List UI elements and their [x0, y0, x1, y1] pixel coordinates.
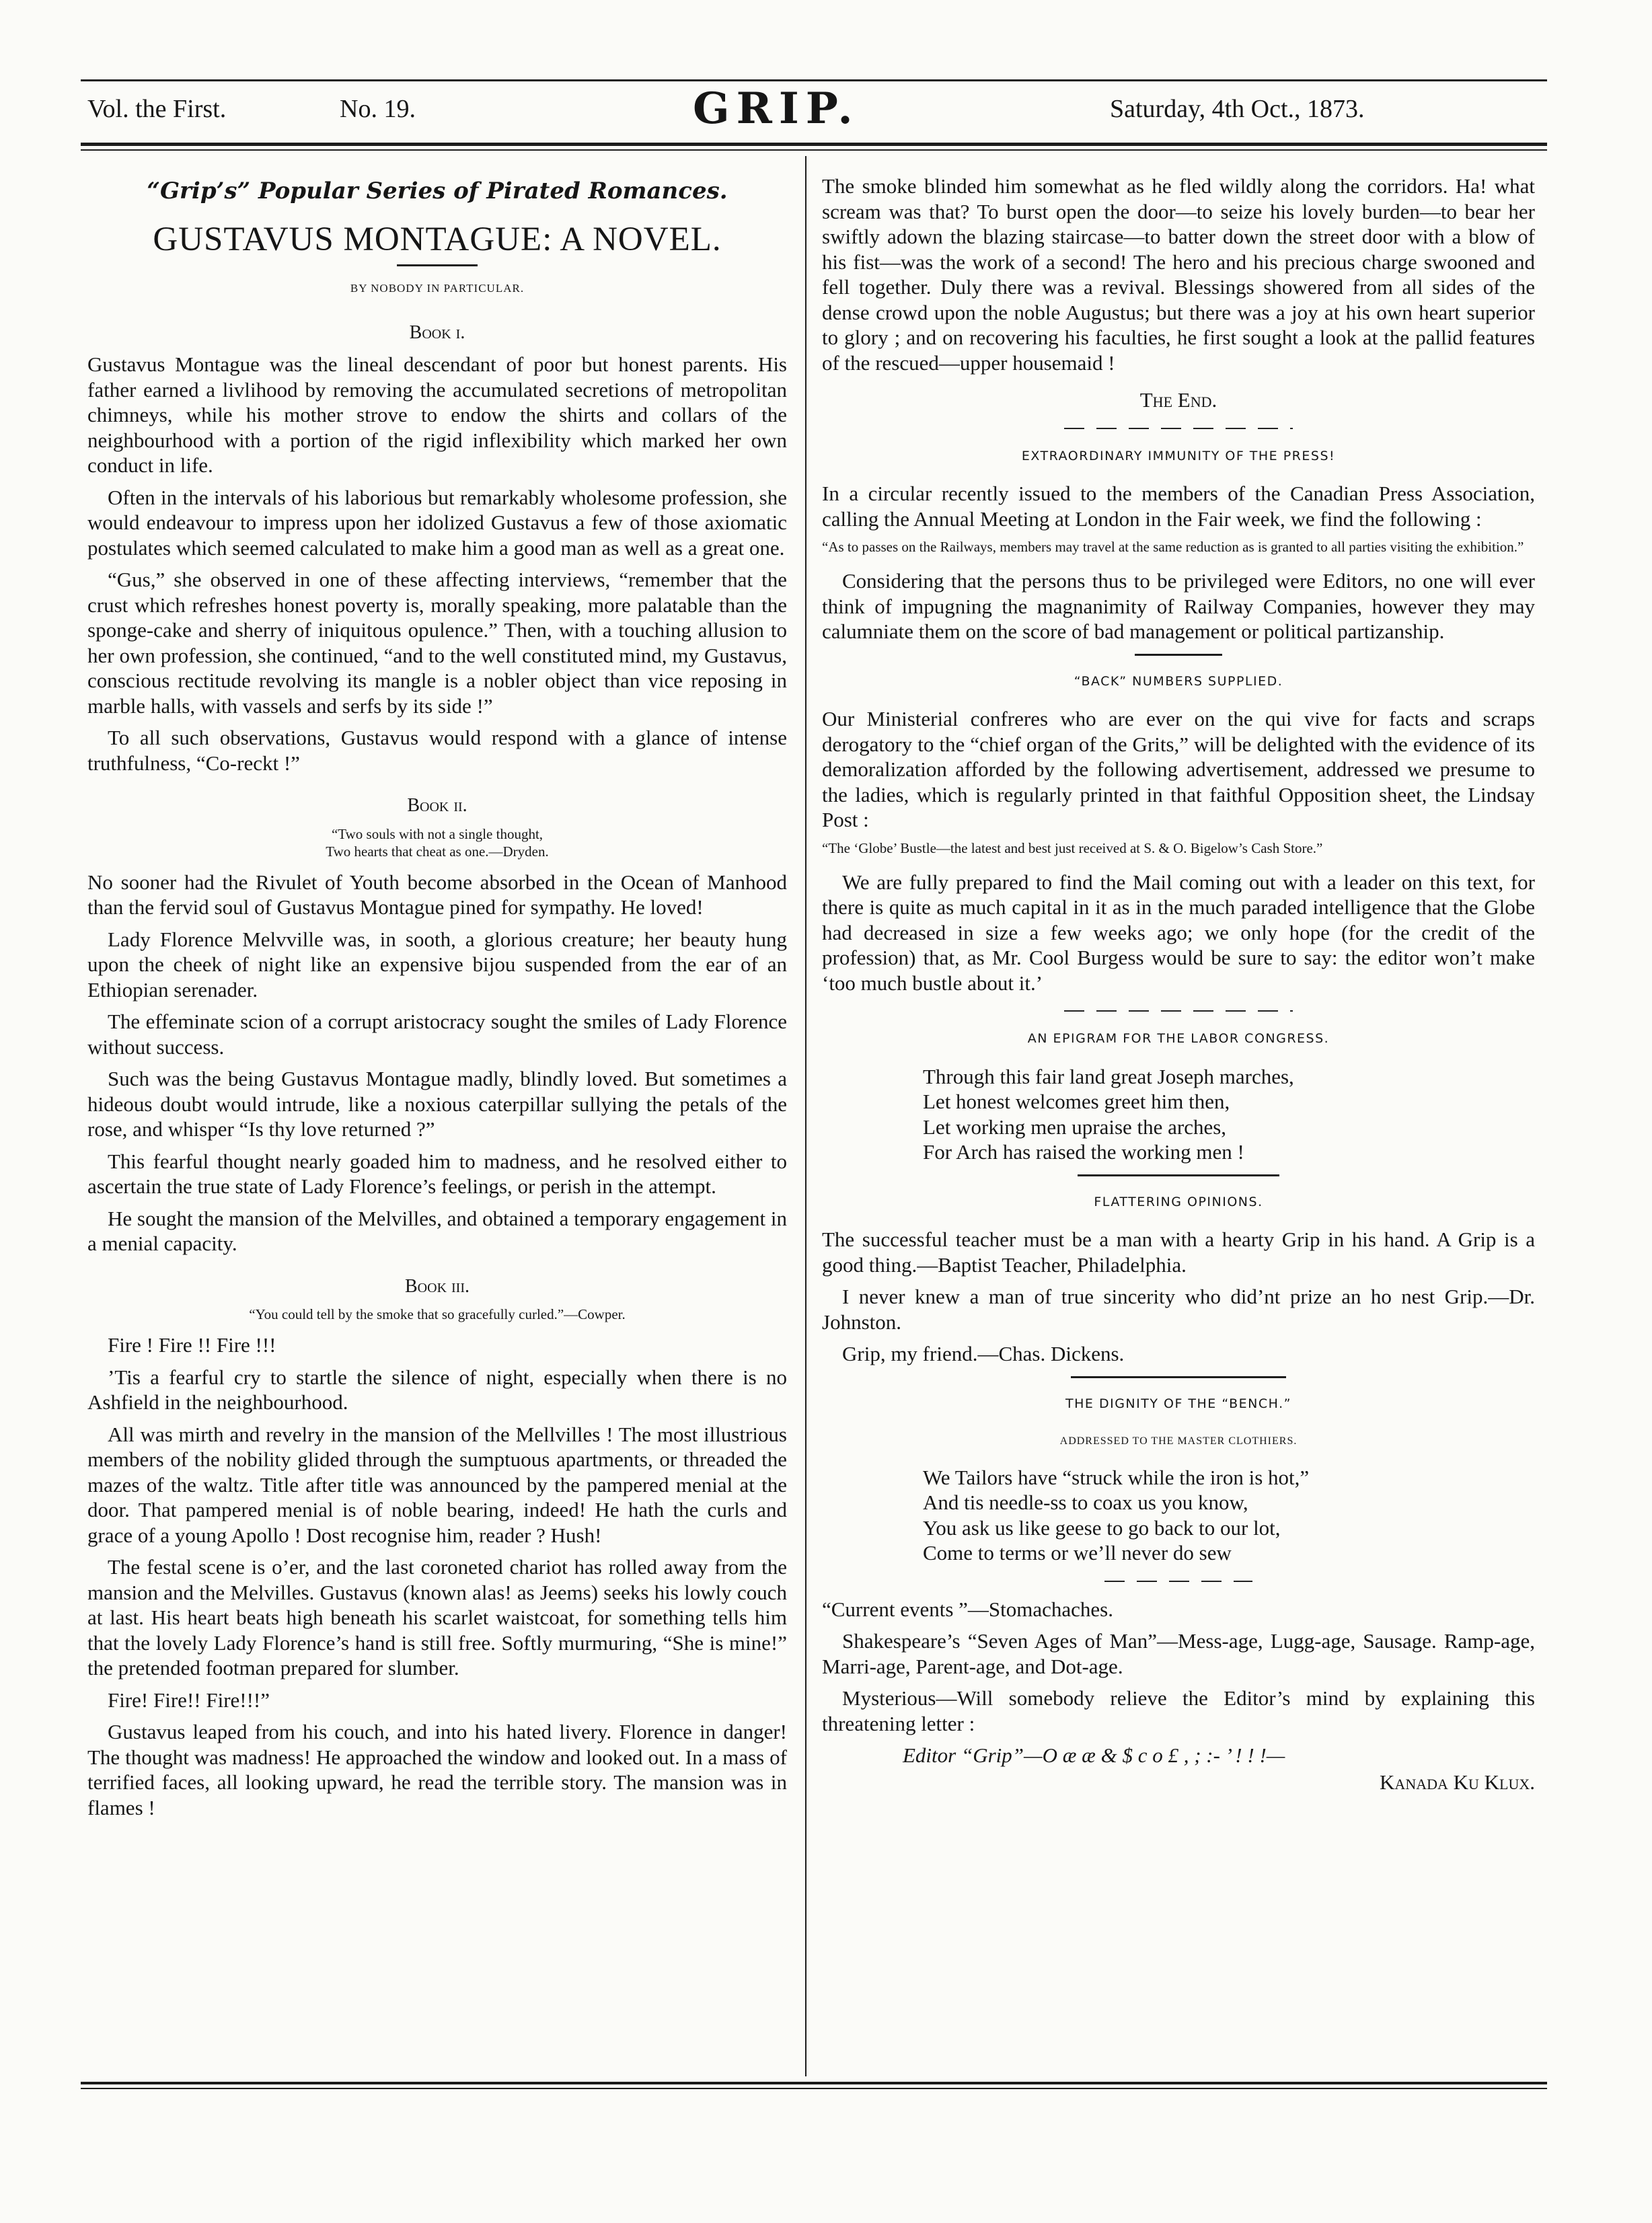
bottom-rule-thin [81, 2088, 1547, 2089]
book-1-paragraph: To all such observations, Gustavus would respond with a glance of intense truthfulness, “Co-reckt !” [87, 726, 787, 775]
book-3-paragraph: Fire ! Fire !! Fire !!! [108, 1333, 276, 1357]
dignity-heading: THE DIGNITY OF THE “BENCH.” [1065, 1396, 1291, 1411]
book-2-paragraph: The effeminate scion of a corrupt aristocracy sought the smiles of Lady Florence without success. [87, 1010, 787, 1059]
immunity-quote: “As to passes on the Railways, members may travel at the same reduction as is granted to all parties visiting the exhibition.” [822, 539, 1524, 555]
flattering-paragraph: Grip, my friend.—Chas. Dickens. [842, 1342, 1125, 1365]
section-divider [1064, 428, 1293, 429]
column-divider [805, 156, 806, 2076]
book-1-heading: Book i. [409, 322, 465, 343]
dignity-verse [822, 1465, 1535, 1566]
book-2-paragraph: No sooner had the Rivulet of Youth become absorbed in the Ocean of Manhood than the fervid soul of Gustavus Montague pined for sympathy. He loved! [87, 870, 787, 919]
verse-line: Through this fair land great Joseph marches, [923, 1064, 1294, 1088]
epigraph-line: Two hearts that cheat as one.—Dryden. [326, 843, 549, 860]
novel-continuation: The smoke blinded him somewhat as he fled wildly along the corridors. Ha! what scream was that? To burst open the door—to seize his lovely burden—to bear her swiftly adown the blazing staircase—to batter down the street door with a blow of his fist—was the work of a second! The hero and his precious charge swooned and fell together. Duly there was a revival. Blessings showered from all sides of the dense crowd upon the noble Augustus; but there was a joy at his own heart superior to glory ; and on recovering his faculties, he first sought a look at the pallid features of the rescued—upper housemaid ! [822, 174, 1535, 375]
section-divider [1135, 654, 1222, 656]
book-2-heading: Book ii. [407, 795, 467, 816]
verse-line: Let working men upraise the arches, [923, 1115, 1227, 1139]
verse-line: We Tailors have “struck while the iron is hot,” [923, 1465, 1310, 1489]
verse-line: Come to terms or we’ll never do sew [923, 1541, 1232, 1565]
letter-signature: Kanada Ku Klux. [1380, 1770, 1535, 1794]
flattering-paragraph: The successful teacher must be a man with a hearty Grip in his hand. A Grip is a good thing.—Baptist Teacher, Philadelphia. [822, 1228, 1535, 1277]
verse-line: Let honest welcomes greet him then, [923, 1090, 1230, 1113]
left-column [87, 174, 787, 1827]
book-2-paragraph: He sought the mansion of the Melvilles, and obtained a temporary engagement in a menial capacity. [87, 1206, 787, 1255]
flattering-heading: FLATTERING OPINIONS. [1094, 1194, 1263, 1209]
book-3-paragraph: All was mirth and revelry in the mansion of the Mellvilles ! The most illustrious members of the nobility glided through the sumptuous apartments, or threaded the mazes of the waltz. Title after title was announced by the pampered menial at the door. That pampered menial is of noble bearing, indeed! He hath the curls and grace of a young Apollo ! Dost recognise him, reader ? Hush! [87, 1422, 787, 1547]
back-numbers-paragraph: We are fully prepared to find the Mail coming out with a leader on this text, for there is quite as much capital in it as in the much paraded intelligence that the Globe had decreased in size a few weeks ago; we only hope (for the credit of the profession) that, as Mr. Cool Burgess would be sure to say: the editor won’t make ‘too much bustle about it.’ [822, 870, 1535, 995]
right-column [822, 174, 1535, 1795]
book-1-paragraph: Often in the intervals of his laborious but remarkably wholesome profession, she would endeavour to impress upon her idolized Gustavus a few of those axiomatic postulates which seemed calculated to make him a good man as well as a great one. [87, 485, 787, 560]
byline: BY NOBODY IN PARTICULAR. [350, 282, 525, 295]
section-divider [1104, 1581, 1252, 1582]
book-3-heading: Book iii. [405, 1275, 470, 1297]
issue-number: No. 19. [340, 95, 416, 123]
immunity-paragraph: Considering that the persons thus to be privileged were Editors, no one will ever think of impugning the magnanimity of Railway Companies, however they may calumniate them on the score of bad management or political partizanship. [822, 569, 1535, 643]
current-events-item: “Current events ”—Stomachaches. [822, 1597, 1113, 1621]
book-3-paragraph: ’Tis a fearful cry to startle the silence of night, especially when there is no Ashfield in the neighbourhood. [87, 1365, 787, 1414]
masthead-title: GRIP. [693, 83, 860, 134]
epigram-heading: AN EPIGRAM FOR THE LABOR CONGRESS. [1027, 1031, 1330, 1046]
epigram-verse [822, 1064, 1535, 1165]
cipher-letter: Editor “Grip”—O æ æ & $ c o £ , ; :- ’ ! ! !— [903, 1743, 1285, 1767]
immunity-paragraph: In a circular recently issued to the members of the Canadian Press Association, calling the Annual Meeting at London in the Fair week, we find the following : [822, 482, 1535, 531]
book-2-paragraph: Lady Florence Melvville was, in sooth, a glorious creature; her beauty hung upon the cheek of night like an expensive bijou suspended from the ear of an Ethiopian serenader. [87, 927, 787, 1002]
back-numbers-paragraph: Our Ministerial confreres who are ever on the qui vive for facts and scraps derogatory to the “chief organ of the Grits,” will be delighted with the evidence of its demoralization afforded by the following advertisement, addressed we presume to the ladies, which is regularly printed in that faithful Opposition sheet, the Lindsay Post : [822, 707, 1535, 831]
book-1-paragraph: “Gus,” she observed in one of these affecting interviews, “remember that the crust which refreshes honest poverty is, morally speaking, more palatable than the sponge-cake and sherry of iniquitous opulence.” Then, with a touching allusion to her own profession, she continued, “and to the well constituted mind, my Gustavus, conscious rectitude revolving its mangle is a nobler object than vice reposing in marble halls, with vassels and serfs by its side !” [87, 568, 787, 718]
epigraph-line: “Two souls with not a single thought, [331, 825, 543, 842]
book-1-paragraph: Gustavus Montague was the lineal descendant of poor but honest parents. His father earned a livlihood by removing the accumulated secretions of metropolitan chimneys, while his mother strove to endow the shirts and collars of the neighbourhood with a portion of the rigid inflexibility which marked her own conduct in life. [87, 352, 787, 477]
book-3-paragraph: Fire! Fire!! Fire!!!” [108, 1688, 270, 1712]
masthead-rule-thin [81, 149, 1547, 151]
volume-label: Vol. the First. [87, 95, 227, 123]
book-3-paragraph: The festal scene is o’er, and the last coroneted chariot has rolled away from the mansion and the Melvilles. Gustavus (known alas! as Jeems) seeks his lowly couch at last. His heart beats high beneath his scarlet waistcoat, for something tells him that the lovely Lady Florence’s hand is still free. Softly murmuring, “She is mine!” the pretended footman prepared for slumber. [87, 1555, 787, 1680]
novel-title: GUSTAVUS MONTAGUE: A NOVEL. [153, 220, 722, 258]
section-divider [1064, 1010, 1293, 1012]
book-2-paragraph: Such was the being Gustavus Montague madly, blindly loved. But sometimes a hideous doubt would intrude, like a noxious caterpillar sullying the petals of the rose, and whisper “Is thy love returned ?” [87, 1067, 787, 1141]
series-title: “Grip’s” Popular Series of Pirated Romances. [147, 178, 728, 204]
verse-line: You ask us like geese to go back to our lot, [923, 1515, 1281, 1540]
title-rule [397, 264, 478, 266]
flattering-paragraph: I never knew a man of true sincerity who did’nt prize an ho nest Grip.—Dr. Johnston. [822, 1285, 1535, 1334]
book-2-paragraph: This fearful thought nearly goaded him to madness, and he resolved either to ascertain the true state of Lady Florence’s feelings, or perish in the attempt. [87, 1149, 787, 1198]
mysterious-item: Mysterious—Will somebody relieve the Editor’s mind by explaining this threatening letter : [822, 1686, 1535, 1735]
section-divider [1078, 1174, 1279, 1176]
book-2-epigraph [87, 825, 787, 860]
shakespeare-item: Shakespeare’s “Seven Ages of Man”—Mess-age, Lugg-age, Sausage. Ramp-age, Marri-age, Parent-age, and Dot-age. [822, 1629, 1535, 1678]
the-end: The End. [1139, 388, 1217, 412]
book-3-epigraph: “You could tell by the smoke that so gracefully curled.”—Cowper. [249, 1306, 626, 1322]
top-rule [81, 79, 1547, 81]
verse-line: For Arch has raised the working men ! [923, 1140, 1244, 1164]
section-divider [1071, 1376, 1286, 1378]
back-numbers-heading: “BACK” NUMBERS SUPPLIED. [1074, 673, 1283, 689]
issue-date: Saturday, 4th Oct., 1873. [1110, 95, 1365, 123]
masthead-rule-thick [81, 143, 1547, 146]
verse-line: And tis needle-ss to coax us you know, [923, 1491, 1248, 1514]
bottom-rule-thick [81, 2082, 1547, 2084]
book-3-paragraph: Gustavus leaped from his couch, and into his hated livery. Florence in danger! The thought was madness! He approached the window and looked out. In a mass of terrified faces, all looking upward, he read the terrible story. The mansion was in flames ! [87, 1720, 787, 1819]
back-numbers-quote: “The ‘Globe’ Bustle—the latest and best just received at S. & O. Bigelow’s Cash Store.” [822, 839, 1323, 856]
immunity-heading: EXTRAORDINARY IMMUNITY OF THE PRESS! [1021, 448, 1336, 463]
dignity-subheading: ADDRESSED TO THE MASTER CLOTHIERS. [1059, 1435, 1298, 1447]
